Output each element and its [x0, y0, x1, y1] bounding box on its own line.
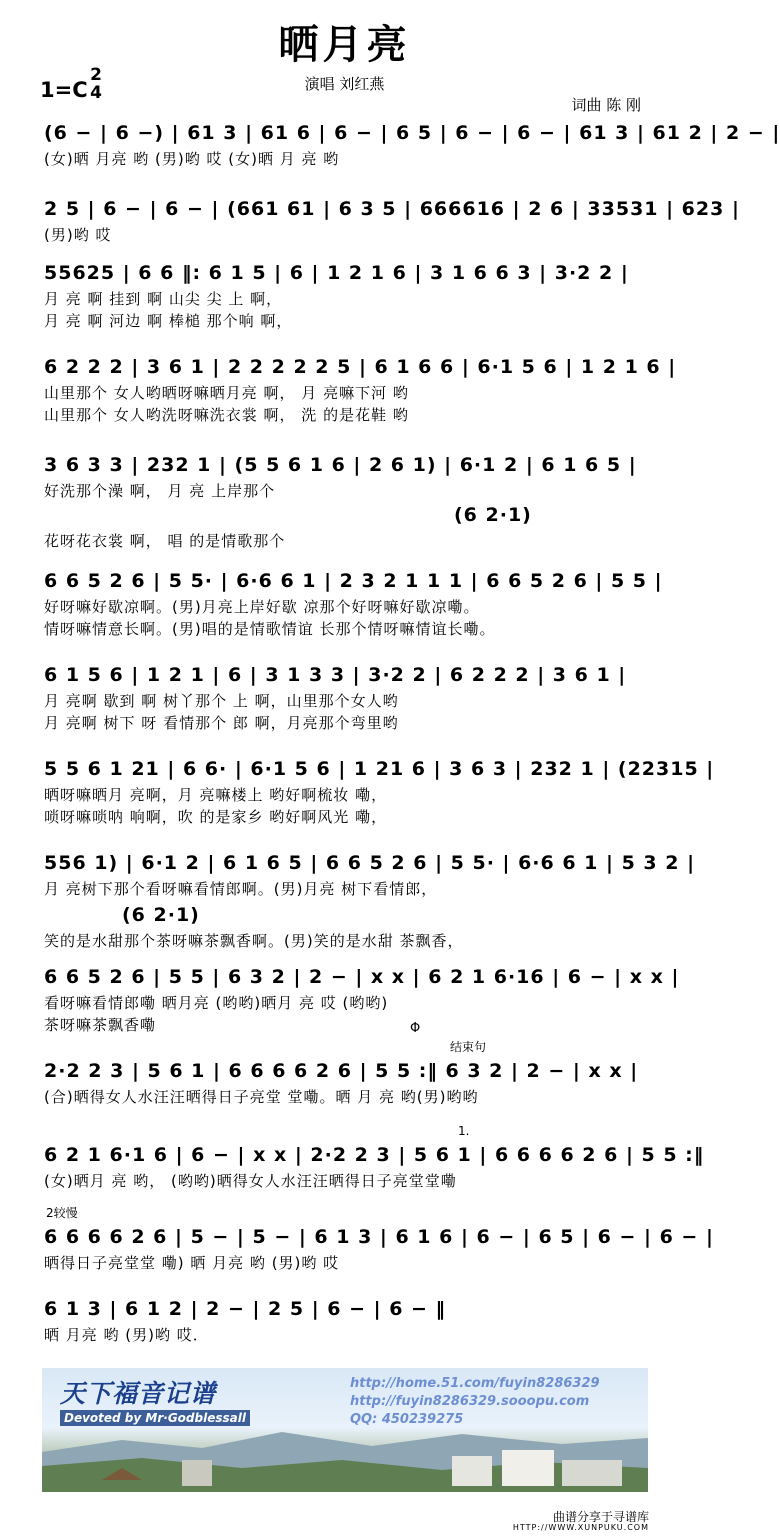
staff-line-10: [44, 962, 680, 1036]
staff-line-8: [44, 754, 715, 828]
staff-line-11: [44, 1056, 644, 1108]
notes-row: 6 2 1 6·1 6 | 6 − | x x | 2·2 2 3 | 5 6 1 | 6 6 6 6 2 6 | 5 5 :‖: [44, 1144, 705, 1166]
lyric-row: 月 亮啊 歇到 啊 树丫那个 上 啊，山里那个女人哟: [44, 692, 399, 710]
notes-row: 6 6 5 2 6 | 5 5· | 6·6 6 1 | 2 3 2 1 1 1 | 6 6 5 2 6 | 5 5 |: [44, 570, 663, 592]
lyric-row: (女)晒 月亮 哟 (男)哟 哎 (女)晒 月 亮 哟: [44, 150, 340, 168]
staff-line-12: [44, 1140, 705, 1192]
first-ending-label: 1.: [458, 1124, 470, 1138]
notes-row: 6 6 6 6 2 6 | 5 − | 5 − | 6 1 3 | 6 1 6 | 6 − | 6 5 | 6 − | 6 − |: [44, 1226, 714, 1248]
landscape-image: [42, 1422, 648, 1492]
time-signature: [89, 66, 103, 102]
lyric-row: 月 亮 啊 河边 啊 棒槌 那个响 啊，: [44, 312, 293, 330]
staff-line-6: [44, 566, 663, 640]
notes-row: (6 2·1): [454, 504, 532, 526]
lyric-row: 晒 月亮 哟 (男)哟 哎．: [44, 1326, 209, 1344]
lyric-row: 月 亮啊 树下 呀 看情那个 郎 啊，月亮那个弯里哟: [44, 714, 399, 732]
lyric-row: (合)晒得女人水汪汪晒得日子亮堂 堂嘞。晒 月 亮 哟(男)哟哟: [44, 1088, 479, 1106]
staff-line-14: [44, 1294, 644, 1346]
lyric-row: 看呀嘛看情郎嘞 晒月亮 (哟哟)晒月 亮 哎 (哟哟): [44, 994, 389, 1012]
alt-notes-2: [122, 900, 312, 930]
lyric-row: 月 亮树下那个看呀嘛看情郎啊。(男)月亮 树下看情郎，: [44, 880, 438, 898]
staff-line-9: [44, 848, 696, 900]
lyric-row: 好洗那个澡 啊， 月 亮 上岸那个: [44, 482, 276, 500]
notes-row: 6 1 3 | 6 1 2 | 2 − | 2 5 | 6 − | 6 − ‖: [44, 1298, 447, 1320]
notes-row: 556 1) | 6·1 2 | 6 1 6 5 | 6 6 5 2 6 | 5 5· | 6·6 6 1 | 5 3 2 |: [44, 852, 696, 874]
second-ending-label: 2较慢: [46, 1206, 78, 1220]
banner-title: 天下福音记谱: [60, 1379, 217, 1408]
lyric-row: 晒呀嘛晒月 亮啊，月 亮嘛楼上 哟好啊梳妆 嘞，: [44, 786, 388, 804]
footer-url[interactable]: HTTP://WWW.XUNPUKU.COM: [512, 1523, 649, 1532]
staff-line-3: [44, 258, 644, 332]
lyric-row: 山里那个 女人哟晒呀嘛晒月亮 啊， 月 亮嘛下河 哟: [44, 384, 409, 402]
notes-row: 3 6 3 3 | 232 1 | (5 5 6 1 6 | 2 6 1) | 6·1 2 | 6 1 6 5 |: [44, 454, 637, 476]
banner-link-home[interactable]: http://home.51.com/fuyin8286329: [350, 1376, 600, 1391]
notes-row: 5 5 6 1 21 | 6 6· | 6·1 5 6 | 1 21 6 | 3 6 3 | 232 1 | (22315 |: [44, 758, 715, 780]
footer-share-text: 曲谱分享于寻谱库: [552, 1510, 649, 1524]
staff-line-4: [44, 352, 677, 426]
notes-row: 6 6 5 2 6 | 5 5 | 6 3 2 | 2 − | x x | 6 2 1 6·16 | 6 − | x x |: [44, 966, 680, 988]
notes-row: 55625 | 6 6 ‖: 6 1 5 | 6 | 1 2 1 6 | 3 1 6 6 3 | 3·2 2 |: [44, 262, 629, 284]
notes-row: (6 2·1): [122, 904, 200, 926]
lyric-row: 茶呀嘛茶飘香嘞: [44, 1016, 157, 1034]
time-denominator: 4: [90, 83, 102, 103]
banner-link-sooopu[interactable]: http://fuyin8286329.sooopu.com: [350, 1394, 590, 1409]
banner-subtitle: Devoted by Mr·Godblessall: [60, 1410, 250, 1426]
coda-mark: Φ: [410, 1021, 421, 1036]
alt-notes-1: [454, 500, 644, 530]
lyric-row: 山里那个 女人哟洗呀嘛洗衣裳 啊， 洗 的是花鞋 哟: [44, 406, 409, 424]
notes-row: (6 − | 6 −) | 61 3 | 61 6 | 6 − | 6 5 | 6 − | 6 − | 61 3 | 61 2 | 2 − |: [44, 122, 780, 144]
staff-line-5: [44, 450, 644, 502]
banner-qq: QQ: 450239275: [350, 1412, 464, 1427]
notes-row: 6 2 2 2 | 3 6 1 | 2 2 2 2 2 5 | 6 1 6 6 | 6·1 5 6 | 1 2 1 6 |: [44, 356, 677, 378]
staff-line-13: [44, 1222, 714, 1274]
promo-banner: [42, 1368, 648, 1492]
lyric-row: 花呀花衣裳 啊， 唱 的是情歌那个: [44, 532, 286, 550]
lyric-row: 笑的是水甜那个茶呀嘛茶飘香啊。(男)笑的是水甜 茶飘香，: [44, 932, 464, 950]
lyric-row: 好呀嘛好歇凉啊。(男)月亮上岸好歇 凉那个好呀嘛好歇凉嘞。: [44, 598, 480, 616]
staff-line-9b: [44, 930, 644, 952]
staff-line-7: [44, 660, 644, 734]
time-numerator: 2: [90, 65, 102, 85]
lyric-row: 晒得日子亮堂堂 嘞) 晒 月亮 哟 (男)哟 哎: [44, 1254, 340, 1272]
staff-line-1: [44, 118, 780, 170]
lyric-row: 月 亮 啊 挂到 啊 山尖 尖 上 啊，: [44, 290, 283, 308]
song-title: 晒月亮: [278, 22, 411, 68]
lyric-row: (女)晒月 亮 哟， (哟哟)晒得女人水汪汪晒得日子亮堂堂嘞: [44, 1172, 457, 1190]
staff-line-2: [44, 194, 740, 246]
notes-row: 6 1 5 6 | 1 2 1 | 6 | 3 1 3 3 | 3·2 2 | 6 2 2 2 | 3 6 1 |: [44, 664, 627, 686]
composer-credit: 词曲 陈 刚: [571, 96, 641, 114]
staff-line-5b: [44, 530, 644, 552]
lyric-row: 情呀嘛情意长啊。(男)唱的是情歌情谊 长那个情呀嘛情谊长嘞。: [44, 620, 496, 638]
lyric-row: (男)哟 哎: [44, 226, 112, 244]
lyric-row: 唢呀嘛唢呐 响啊，吹 的是家乡 哟好啊风光 嘞，: [44, 808, 388, 826]
ending-phrase-label: 结束句: [450, 1040, 487, 1054]
key-signature: 1=C: [40, 78, 88, 102]
notes-row: 2 5 | 6 − | 6 − | (661 61 | 6 3 5 | 666616 | 2 6 | 33531 | 623 |: [44, 198, 740, 220]
singer-credit: 演唱 刘红燕: [304, 75, 385, 93]
notes-row: 2·2 2 3 | 5 6 1 | 6 6 6 6 2 6 | 5 5 :‖ 6 3 2 | 2 − | x x |: [44, 1060, 639, 1082]
